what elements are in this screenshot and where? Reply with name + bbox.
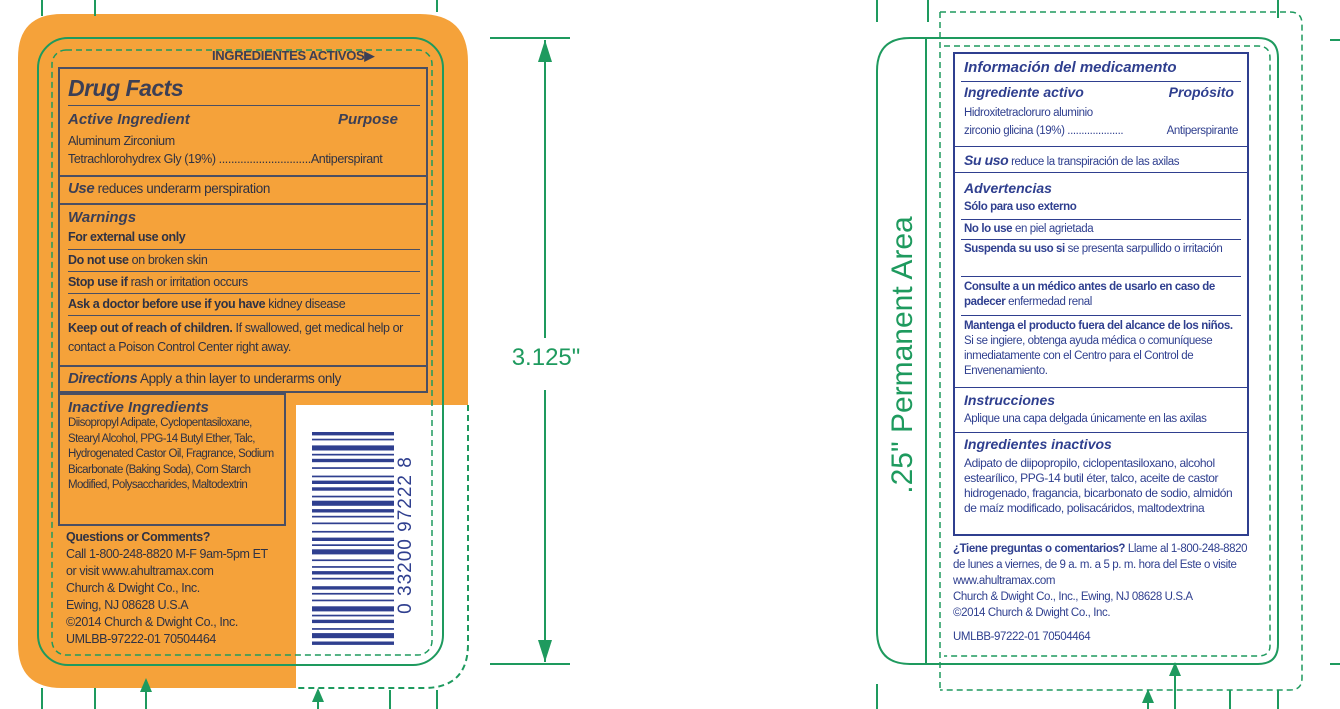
barcode-bar (312, 615, 394, 617)
barcode-bar (312, 509, 394, 512)
questions-line-1: Call 1-800-248-8820 M-F 9am-5pm ET (66, 547, 268, 561)
barcode-bar (312, 538, 394, 541)
es-warning-3-bold: Suspenda su uso si (964, 243, 1065, 255)
purpose-heading: Purpose (337, 111, 398, 128)
es-use-text: reduce la transpiración de las axilas (1008, 156, 1180, 168)
directions-text: Apply a thin layer to underarms only (137, 371, 341, 386)
active-ingredient-heading: Active Ingredient (68, 111, 190, 128)
inactive-heading: Inactive Ingredients (68, 399, 209, 416)
barcode-bar (312, 600, 394, 602)
ingredientes-banner: INGREDIENTES ACTIVOS▶ (212, 48, 375, 63)
warning-3-text: rash or irritation occurs (127, 275, 248, 289)
es-warning-5-bold: Mantenga el producto fuera del alcance de los niños. (964, 320, 1233, 332)
barcode-bar (312, 432, 394, 435)
warning-2-text: on broken skin (128, 253, 208, 267)
drug-facts-panel (58, 67, 428, 393)
es-questions-heading: ¿Tiene preguntas o comentarios? (953, 543, 1126, 555)
es-warning-3-text: se presenta sarpullido o irritación (1064, 243, 1223, 255)
es-warning-1: Sólo para uso externo (964, 201, 1077, 213)
barcode-bar (312, 501, 394, 506)
es-warning-5-text: Si se ingiere, obtenga ayuda médica o comuníquese inmediatamente con el Centro para el Control de Envenenamiento. (964, 335, 1213, 377)
barcode-bar (312, 586, 394, 589)
barcode-bar (312, 606, 394, 611)
use-text: reduces underarm perspiration (94, 181, 270, 196)
barcode-bar (312, 445, 394, 450)
es-directions-text: Aplique una capa delgada únicamente en las axilas (964, 413, 1207, 425)
keep-out-text: If swallowed, get medical help or contact a Poison Control Center right away. (68, 321, 403, 354)
questions-line-2: or visit www.ahultramax.com (66, 564, 214, 578)
active-ingredient-line2: Tetrachlorohydrex Gly (19%) .............................. (68, 152, 311, 166)
es-questions-block (953, 541, 1253, 645)
es-purpose-heading: Propósito (1168, 84, 1234, 100)
es-purpose-value: Antiperspirante (1166, 125, 1238, 137)
es-warning-4-text: enfermedad renal (1005, 296, 1092, 308)
barcode-bar (312, 476, 394, 478)
barcode-bar (312, 593, 394, 595)
barcode-bar (312, 467, 394, 469)
company-address: Ewing, NJ 08628 U.S.A (66, 598, 189, 612)
company-name: Church & Dwight Co., Inc. (66, 581, 200, 595)
barcode-bar (312, 628, 394, 630)
barcode-bar (312, 642, 394, 645)
keep-out-bold: Keep out of reach of children. (68, 321, 233, 335)
questions-heading: Questions or Comments? (66, 530, 210, 544)
es-inactive-text: Adipato de diipopropilo, ciclopentasiloxano, alcohol estearílico, PPG-14 butil éter, talco, aceite de castor hidrogenado, fragancia, bicarbonato de sodio, almidón de maíz modificado, polisacáridos, maltodextrina (964, 456, 1233, 515)
es-warning-4-bold: Consulte a un médico antes de usarlo en caso de padecer (964, 281, 1215, 308)
barcode-bar (312, 544, 394, 546)
barcode-bar (312, 523, 394, 525)
es-product-code: UMLBB-97222-01 70504464 (953, 631, 1091, 643)
use-heading: Use (68, 180, 95, 197)
es-inactive-heading: Ingredientes inactivos (964, 436, 1112, 452)
es-warning-2-bold: No lo use (964, 223, 1013, 235)
barcode-bar (312, 516, 394, 518)
barcode-bar (312, 566, 394, 568)
es-directions-heading: Instrucciones (964, 392, 1056, 408)
barcode-bar (312, 481, 394, 484)
product-code: UMLBB-97222-01 70504464 (66, 632, 216, 646)
warning-3-bold: Stop use if (68, 275, 128, 289)
directions-heading: Directions (68, 370, 138, 387)
permanent-area-label: .25" Permanent Area (886, 216, 919, 494)
es-questions-text: Llame al 1-800-248-8820 de lunes a viernes, de 9 a. m. a 5 p. m. hora del Este o visite www.ahultramax.com (953, 543, 1248, 587)
informacion-panel (953, 52, 1249, 536)
warning-2-bold: Do not use (68, 253, 129, 267)
es-warnings-heading: Advertencias (964, 180, 1052, 196)
barcode-bar (312, 496, 394, 498)
drug-facts-title: Drug Facts (68, 75, 184, 101)
barcode-bar (312, 559, 394, 561)
purpose-value: Antiperspirant (310, 152, 383, 166)
warning-4-text: kidney disease (265, 297, 346, 311)
es-copyright: ©2014 Church & Dwight Co., Inc. (953, 607, 1111, 619)
barcode-bar (312, 571, 394, 574)
barcode-bar (312, 578, 394, 580)
inactive-text: Diisopropyl Adipate, Cyclopentasiloxane, Stearyl Alcohol, PPG-14 Butyl Ether, Talc, Hydrogenated Castor Oil, Fragrance, Sodium Bicarbonate (Baking Soda), Corn Starch Modified, Polysaccharides, Maltodextrin (68, 417, 274, 491)
warning-4-bold: Ask a doctor before use if you have (68, 297, 266, 311)
copyright: ©2014 Church & Dwight Co., Inc. (66, 615, 238, 629)
es-active-line1: Hidroxitetracloruro aluminio (964, 107, 1093, 119)
warning-1: For external use only (68, 230, 186, 244)
es-active-heading: Ingrediente activo (964, 84, 1084, 100)
es-company: Church & Dwight Co., Inc., Ewing, NJ 08628 U.S.A (953, 591, 1193, 603)
es-warning-2-text: en piel agrietada (1012, 223, 1094, 235)
barcode-bar (312, 620, 394, 623)
es-active-line2: zirconio glicina (19%) .................... (964, 125, 1124, 137)
warnings-heading: Warnings (68, 209, 137, 226)
es-use-heading: Su uso (964, 152, 1009, 168)
barcode-bar (312, 531, 394, 533)
active-ingredient-line1: Aluminum Zirconium (68, 134, 175, 148)
barcode-bar (312, 487, 394, 490)
barcode-bar (312, 633, 394, 638)
questions-block (66, 529, 296, 648)
inactive-ingredients-panel (58, 393, 286, 526)
dimension-label: 3.125" (511, 344, 581, 371)
barcode-number: 0 33200 97222 8 (395, 456, 416, 614)
barcode-bar (312, 459, 394, 462)
barcode-bar (312, 439, 394, 441)
barcode-bar (312, 454, 394, 456)
es-title: Información del medicamento (964, 59, 1177, 76)
barcode-bar (312, 549, 394, 554)
